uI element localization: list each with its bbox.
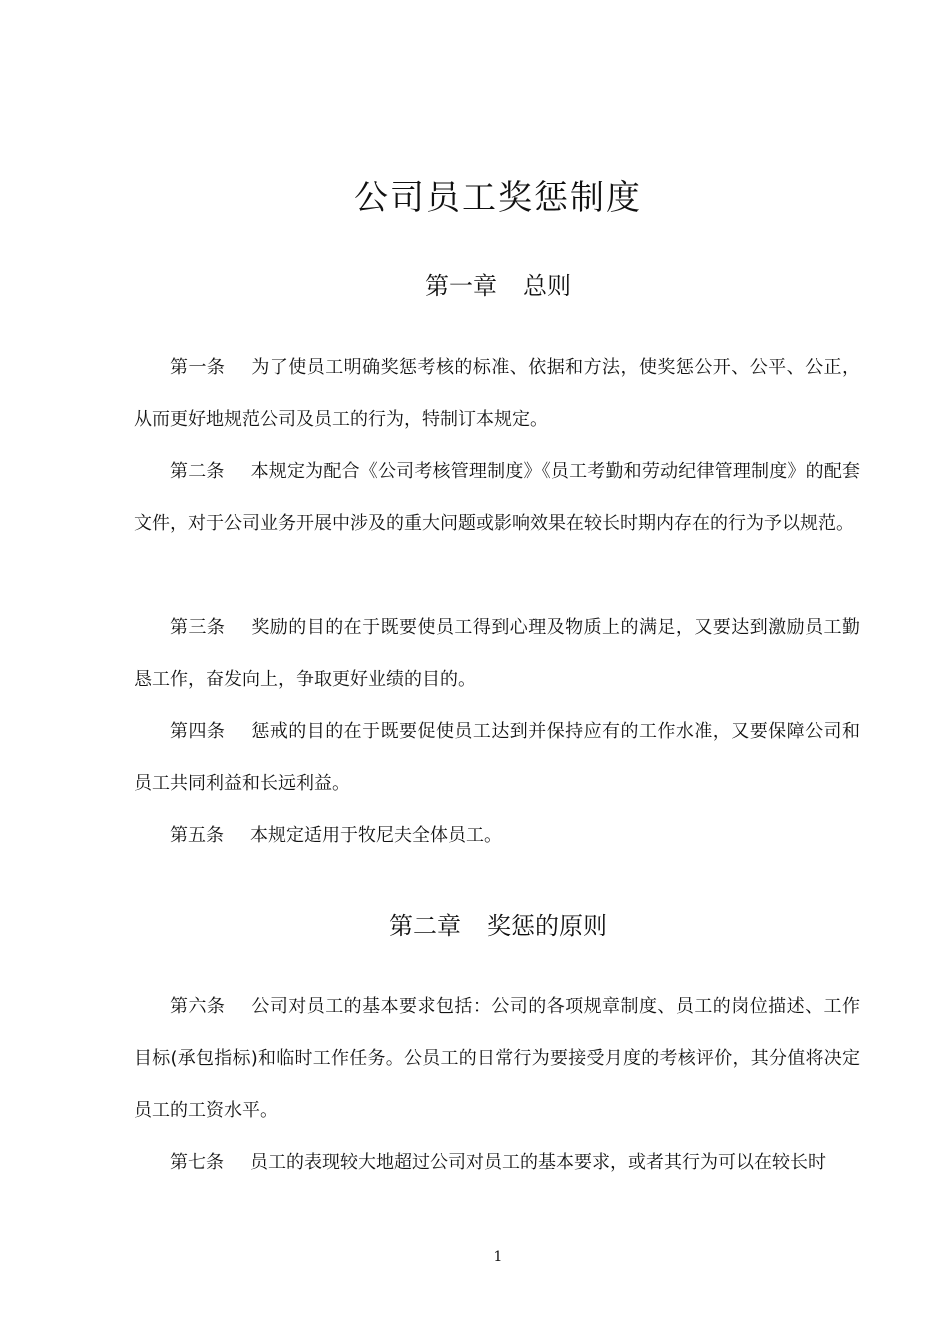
article-number: 第七条	[170, 1152, 224, 1173]
article-text: 本规定为配合《公司考核管理制度》《员工考勤和劳动纪律管理制度》的配套文件，对于公司业务开展中涉及的重大问题或影响效果在较长时期内存在的行为予以规范。	[134, 461, 861, 534]
article-2	[134, 446, 860, 550]
article-number: 第四条	[170, 721, 226, 742]
article-text: 公司对员工的基本要求包括：公司的各项规章制度、员工的岗位描述、工作目标(承包指标)和临时工作任务。公员工的日常行为要接受月度的考核评价，其分值将决定员工的工资水平。	[134, 996, 861, 1121]
article-6	[134, 981, 860, 1137]
chapter-title: 奖惩的原则	[487, 912, 607, 940]
article-4	[134, 706, 860, 810]
article-number: 第五条	[170, 825, 224, 846]
article-text: 惩戒的目的在于既要促使员工达到并保持应有的工作水准，又要保障公司和员工共同利益和长远利益。	[134, 721, 861, 794]
chapter-title: 总则	[523, 272, 571, 300]
article-text: 为了使员工明确奖惩考核的标准、依据和方法，使奖惩公开、公平、公正，从而更好地规范公司及员工的行为，特制订本规定。	[134, 357, 861, 430]
article-number: 第一条	[170, 357, 226, 378]
article-text: 奖励的目的在于既要使员工得到心理及物质上的满足，又要达到激励员工勤恳工作，奋发向上，争取更好业绩的目的。	[134, 617, 861, 690]
article-text: 员工的表现较大地超过公司对员工的基本要求，或者其行为可以在较长时	[250, 1152, 826, 1173]
article-number: 第二条	[170, 461, 225, 482]
article-number: 第六条	[170, 996, 226, 1017]
article-3	[134, 602, 860, 706]
article-5	[134, 810, 860, 862]
article-1	[134, 342, 860, 446]
page-number: 1	[493, 1249, 503, 1265]
chapter-number: 第二章	[389, 912, 461, 940]
document-title: 公司员工奖惩制度	[354, 178, 642, 218]
article-number: 第三条	[170, 617, 226, 638]
chapter-heading-2	[0, 912, 950, 941]
article-text: 本规定适用于牧尼夫全体员工。	[250, 825, 502, 846]
chapter-number: 第一章	[425, 272, 497, 300]
chapter-heading-1	[0, 272, 950, 301]
article-7	[134, 1137, 860, 1189]
